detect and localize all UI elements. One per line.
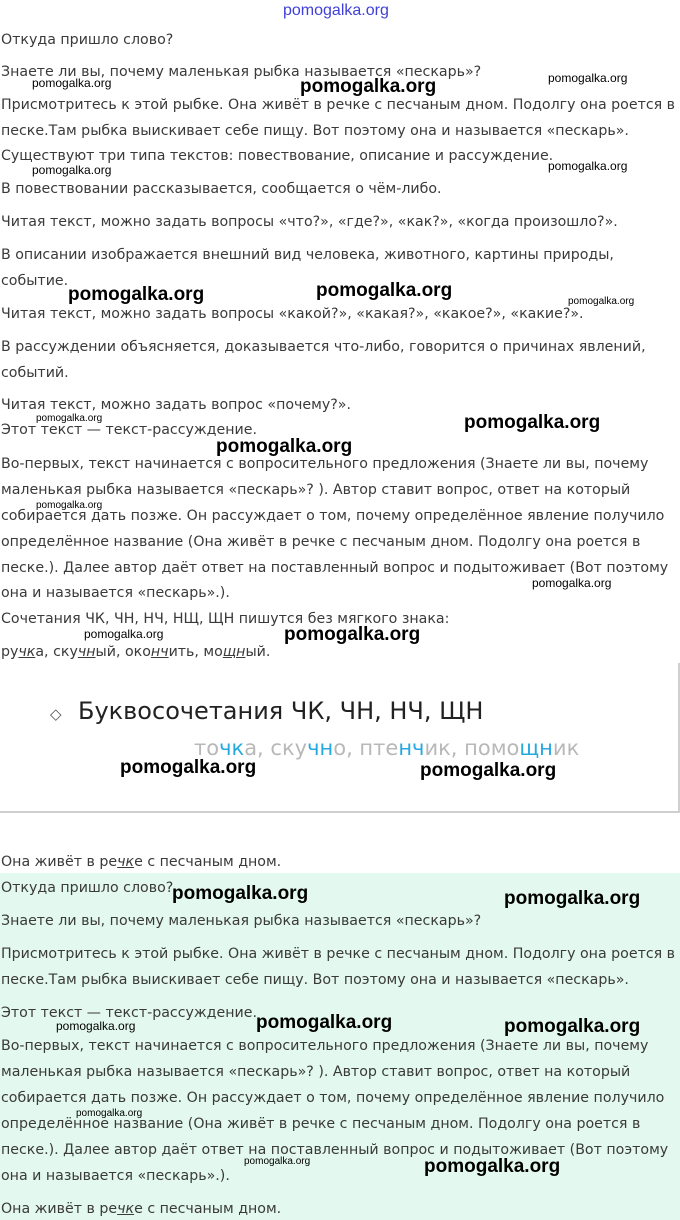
watermark: pomogalka.org — [32, 163, 112, 177]
question-origin: Откуда пришло слово? — [1, 880, 174, 896]
watermark: pomogalka.org — [36, 413, 103, 424]
watermark: pomogalka.org — [68, 284, 205, 305]
explanation-line: собирается дать позже. Он рассуждает о том, почему определённое явление получило — [1, 1090, 665, 1106]
narration-questions: Читая текст, можно задать вопросы «что?», «где?», «как?», «когда произошло?». — [1, 214, 618, 230]
site-link[interactable]: pomogalka.org — [283, 2, 389, 19]
explanation-line: маленькая рыбка называется «пескарь»? ). Автор ставит вопрос, ответ на который — [1, 482, 631, 498]
explanation-line: определённое название (Она живёт в речке с песчаным дном. Подолгу она роется в — [1, 534, 641, 550]
watermark: pomogalka.org — [548, 159, 628, 173]
text-type-conclusion: Этот текст — текст-рассуждение. — [1, 1005, 257, 1021]
explanation-line: маленькая рыбка называется «пескарь»? ). Автор ставит вопрос, ответ на который — [1, 1064, 631, 1080]
watermark: pomogalka.org — [316, 280, 453, 301]
explanation-line: она и называется «пескарь».). — [1, 1168, 230, 1184]
paragraph-line: Присмотритесь к этой рыбке. Она живёт в речке с песчаным дном. Подолгу она роется в — [1, 97, 676, 113]
watermark: pomogalka.org — [464, 412, 601, 433]
explanation-line: Во-первых, текст начинается с вопросительного предложения (Знаете ли вы, почему — [1, 1038, 649, 1054]
paragraph-line: песке.Там рыбка выискивает себе пищу. Вот поэтому она и называется «пескарь». — [1, 972, 629, 988]
narration-definition: В повествовании рассказывается, сообщается о чём-либо. — [1, 181, 442, 197]
watermark: pomogalka.org — [36, 500, 103, 511]
watermark: pomogalka.org — [256, 1012, 393, 1033]
watermark: pomogalka.org — [172, 883, 309, 904]
watermark: pomogalka.org — [84, 627, 164, 641]
rule-examples: ручка, скучный, окончить, мощный. — [1, 644, 271, 660]
description-definition-cont: событие. — [1, 273, 69, 289]
watermark: pomogalka.org — [420, 760, 557, 781]
question-gudgeon: Знаете ли вы, почему маленькая рыбка называется «пескарь»? — [1, 913, 482, 929]
spelling-rule: Сочетания ЧК, ЧН, НЧ, НЩ, ЩН пишутся без мягкого знака: — [1, 611, 450, 627]
explanation-line: собирается дать позже. Он рассуждает о том, почему определённое явление получило — [1, 508, 665, 524]
text-type-conclusion: Этот текст — текст-рассуждение. — [1, 422, 257, 438]
example-sentence: Она живёт в речке с песчаным дном. — [1, 1201, 282, 1217]
explanation-line: песке.). Далее автор даёт ответ на поставленный вопрос и подытоживает (Вот поэтому — [1, 560, 669, 576]
explanation-line: песке.). Далее автор даёт ответ на поставленный вопрос и подытоживает (Вот поэтому — [1, 1142, 669, 1158]
watermark: pomogalka.org — [300, 76, 437, 97]
watermark: pomogalka.org — [548, 71, 628, 85]
card-title: Буквосочетания ЧК, ЧН, НЧ, ЩН — [78, 697, 484, 725]
watermark: pomogalka.org — [532, 576, 612, 590]
text-types: Существуют три типа текстов: повествование, описание и рассуждение. — [1, 148, 554, 164]
watermark: pomogalka.org — [424, 1156, 561, 1177]
paragraph-line: Присмотритесь к этой рыбке. Она живёт в речке с песчаным дном. Подолгу она роется в — [1, 946, 676, 962]
explanation-line: Во-первых, текст начинается с вопросительного предложения (Знаете ли вы, почему — [1, 456, 649, 472]
question-gudgeon: Знаете ли вы, почему маленькая рыбка называется «пескарь»? — [1, 64, 482, 80]
watermark: pomogalka.org — [76, 1108, 143, 1119]
paragraph-line: песке.Там рыбка выискивает себе пищу. Вот поэтому она и называется «пескарь». — [1, 123, 629, 139]
watermark: pomogalka.org — [284, 624, 421, 645]
description-questions: Читая текст, можно задать вопросы «какой?», «какая?», «какое?», «какие?». — [1, 306, 584, 322]
card-examples: точка, скучно, птенчик, помощник — [194, 736, 580, 760]
watermark: pomogalka.org — [244, 1156, 311, 1167]
example-sentence: Она живёт в речке с песчаным дном. — [1, 854, 282, 870]
watermark: pomogalka.org — [216, 436, 353, 457]
reasoning-questions: Читая текст, можно задать вопрос «почему?». — [1, 397, 351, 413]
question-origin: Откуда пришло слово? — [1, 32, 174, 48]
description-definition: В описании изображается внешний вид человека, животного, картины природы, — [1, 247, 614, 263]
watermark: pomogalka.org — [504, 888, 641, 909]
watermark: pomogalka.org — [568, 296, 635, 307]
reasoning-definition-cont: событий. — [1, 365, 69, 381]
reasoning-definition: В рассуждении объясняется, доказывается что-либо, говорится о причинах явлений, — [1, 339, 646, 355]
explanation-line: она и называется «пескарь».). — [1, 585, 230, 601]
watermark: pomogalka.org — [504, 1016, 641, 1037]
explanation-line: определённое название (Она живёт в речке с песчаным дном. Подолгу она роется в — [1, 1116, 641, 1132]
watermark: pomogalka.org — [32, 76, 112, 90]
watermark: pomogalka.org — [120, 757, 257, 778]
watermark: pomogalka.org — [56, 1019, 136, 1033]
diamond-icon: ◇ — [50, 705, 62, 723]
